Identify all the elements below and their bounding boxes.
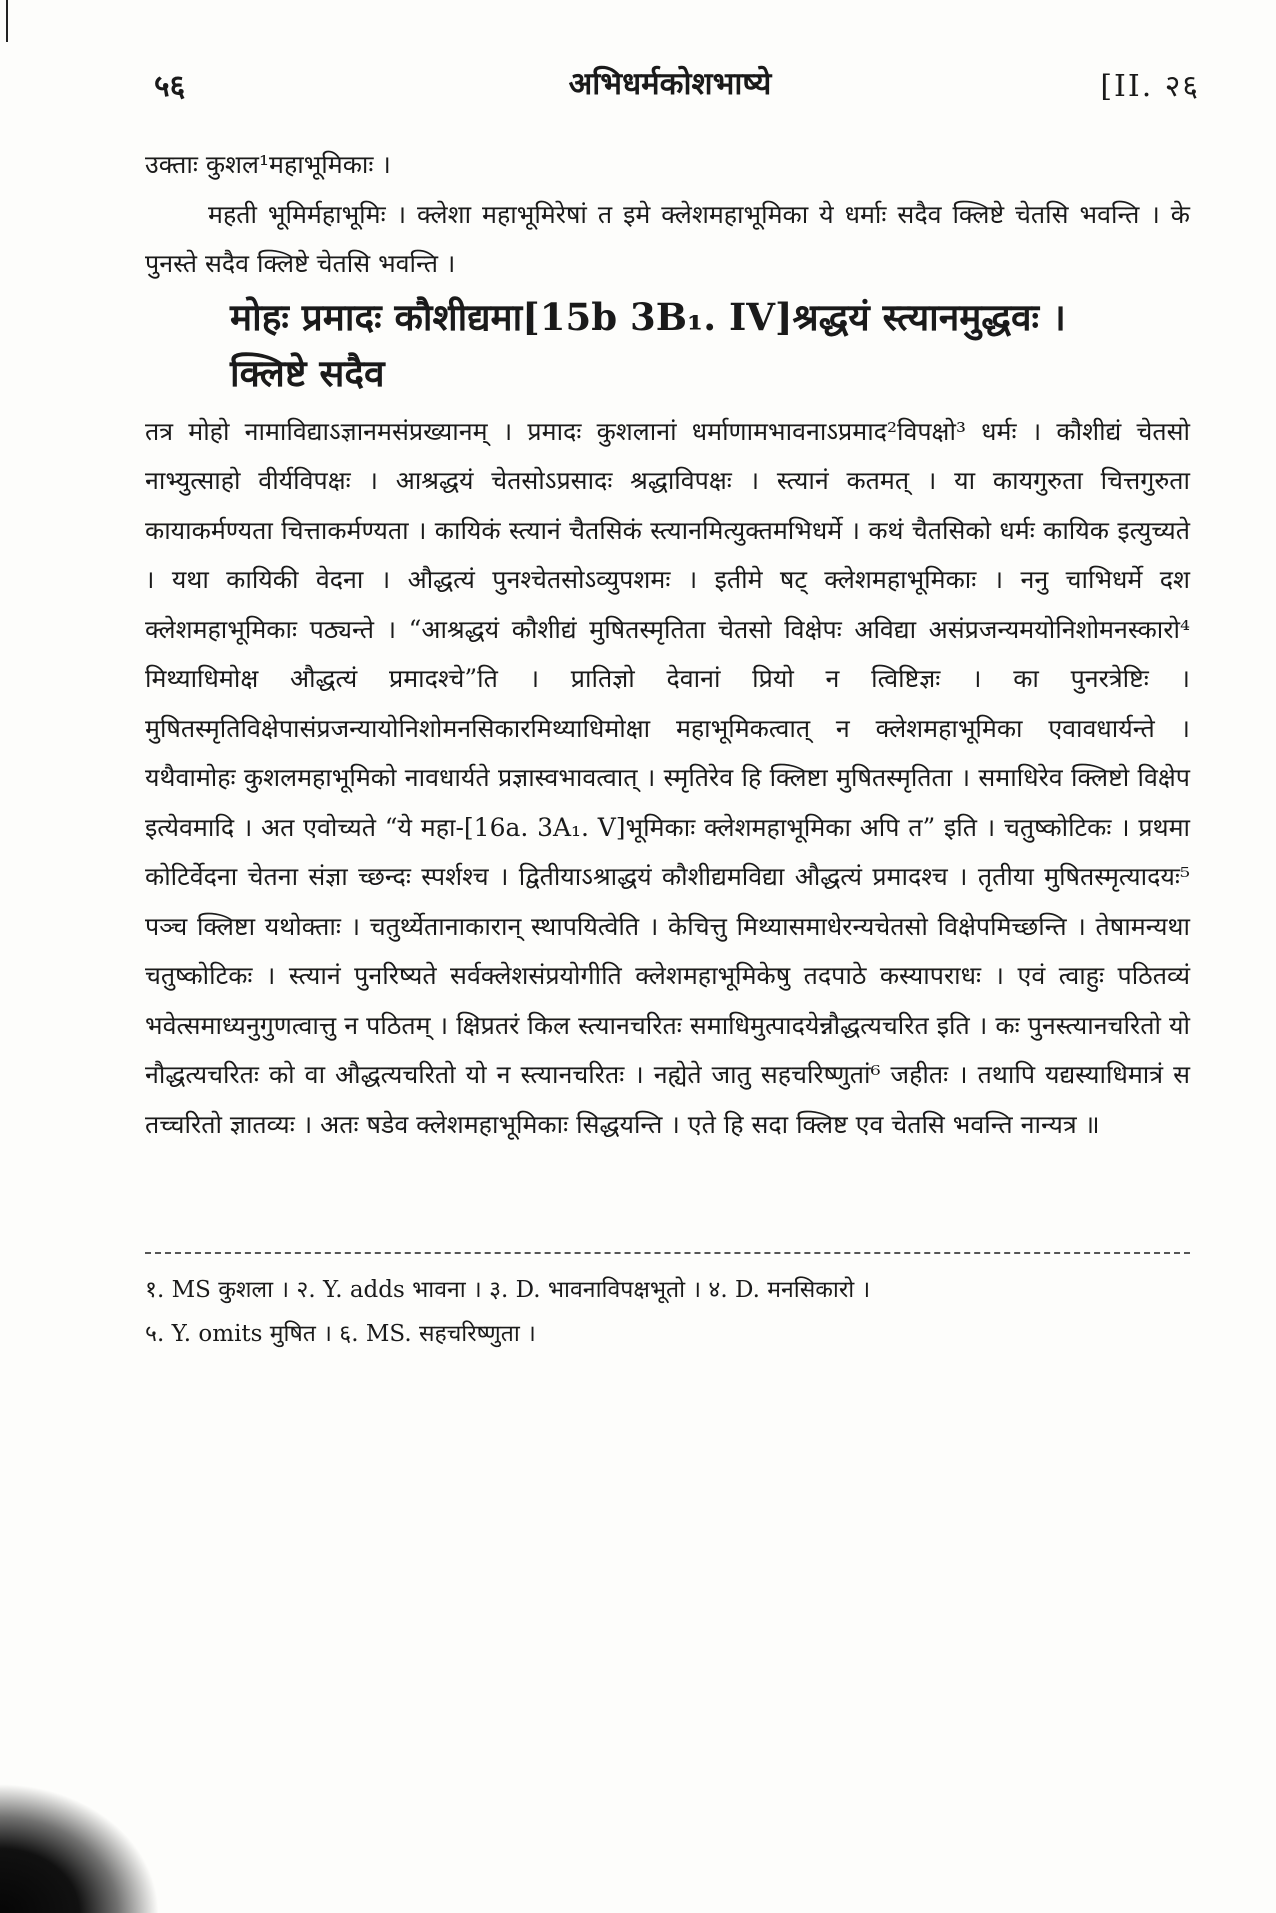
page-header [140,58,1200,118]
verse-line-1: मोहः प्रमादः कौशीद्यमा[15b 3B₁. IV]श्रद्धयं स्त्यानमुद्धवः । [230,294,1066,339]
main-text [145,140,1190,1149]
running-title: अभिधर्मकोशभाष्ये [568,66,772,102]
scan-corner-shadow [0,1783,160,1913]
footnote-line-1: १. MS कुशला । २. Y. adds भावना । ३. D. भावनाविपक्षभूतो । ४. D. मनसिकारो । [145,1277,871,1303]
footnote-divider [145,1252,1190,1254]
scan-edge-mark [6,0,8,42]
paragraph-definition: महती भूमिर्महाभूमिः । क्लेशा महाभूमिरेषां त इमे क्लेशमहाभूमिका ये धर्माः सदैव क्लिष्टे चेतसि भवन्ति । के पुनस्ते सदैव क्लिष्टे चेतसि भवन्ति । [145,199,1190,278]
page-number: ५६ [154,69,186,104]
footnotes [145,1268,1190,1356]
intro-line: उक्ताः कुशल¹महाभूमिकाः । [145,150,391,179]
commentary-paragraph: तत्र मोहो नामाविद्याऽज्ञानमसंप्रख्यानम् । प्रमादः कुशलानां धर्माणामभावनाऽप्रमाद²विपक्षो³ धर्मः । कौशीद्यं चेतसो नाभ्युत्साहो वीर्यविपक्षः । आश्रद्धयं चेतसोऽप्रसादः श्रद्धाविपक्षः । स्त्यानं कतमत् । या कायगुरुता चित्तगुरुता कायाकर्मण्यता चित्ताकर्मण्यता । कायिकं स्त्यानं चैतसिकं स्त्यानमित्युक्तमभिधर्मे । कथं चैतसिको धर्मः कायिक इत्युच्यते । यथा कायिकी वेदना । औद्धत्यं पुनश्चेतसोऽव्युपशमः । इतीमे षट् क्लेशमहाभूमिकाः । ननु चाभिधर्मे दश क्लेशमहाभूमिकाः पठ्यन्ते । “आश्रद्धयं कौशीद्यं मुषितस्मृतिता चेतसो विक्षेपः अविद्या असंप्रजन्यमयोनिशोमनस्कारो⁴ मिथ्याधिमोक्ष औद्धत्यं प्रमादश्चे”ति । प्रातिज्ञो देवानां प्रियो न त्विष्टिज्ञः । का पुनरत्रेष्टिः । मुषितस्मृतिविक्षेपासंप्रजन्यायोनिशोमनसिकारमिथ्याधिमोक्षा महाभूमिकत्वात् न क्लेशमहाभूमिका एवावधार्यन्ते । यथैवामोहः कुशलमहाभूमिको नावधार्यते प्रज्ञास्वभावत्वात् । स्मृतिरेव हि क्लिष्टा मुषितस्मृतिता । समाधिरेव क्लिष्टो विक्षेप इत्येवमादि । अत एवोच्यते “ये महा-[16a. 3A₁. V]भूमिकाः क्लेशमहाभूमिका अपि त” इति । चतुष्कोटिकः । प्रथमा कोटिर्वेदना चेतना संज्ञा च्छन्दः स्पर्शश्च । द्वितीयाऽश्राद्धयं कौशीद्यमविद्या औद्धत्यं प्रमादश्च । तृतीया मुषितस्मृत्यादयः⁵ पञ्च क्लिष्टा यथोक्ताः । चतुर्थ्येतानाकारान् स्थापयित्वेति । केचित्तु मिथ्यासमाधेरन्यचेतसो विक्षेपमिच्छन्ति । तेषामन्यथा चतुष्कोटिकः । स्त्यानं पुनरिष्यते सर्वक्लेशसंप्रयोगीति क्लेशमहाभूमिकेषु तदपाठे कस्यापराधः । एवं त्वाहुः पठितव्यं भवेत्समाध्यनुगुणत्वात्तु न पठितम् । क्षिप्रतरं किल स्त्यानचरितः समाधिमुत्पादयेन्नौद्धत्यचरित इति । कः पुनस्त्यानचरितो यो नौद्धत्यचरितः को वा औद्धत्यचरितो यो न स्त्यानचरितः । नह्येते जातु सहचरिष्णुतां⁶ जहीतः । तथापि यद्यस्याधिमात्रं स तच्चरितो ज्ञातव्यः । अतः षडेव क्लेशमहाभूमिकाः सिद्धयन्ति । एते हि सदा क्लिष्ट एव चेतसि भवन्ति नान्यत्र ॥ [145,416,1190,1139]
verse-line-2: क्लिष्टे सदैव [230,350,385,395]
section-reference: [II. २६ [1100,69,1200,104]
footnote-line-2: ५. Y. omits मुषित । ६. MS. सहचरिष्णुता । [145,1321,536,1347]
